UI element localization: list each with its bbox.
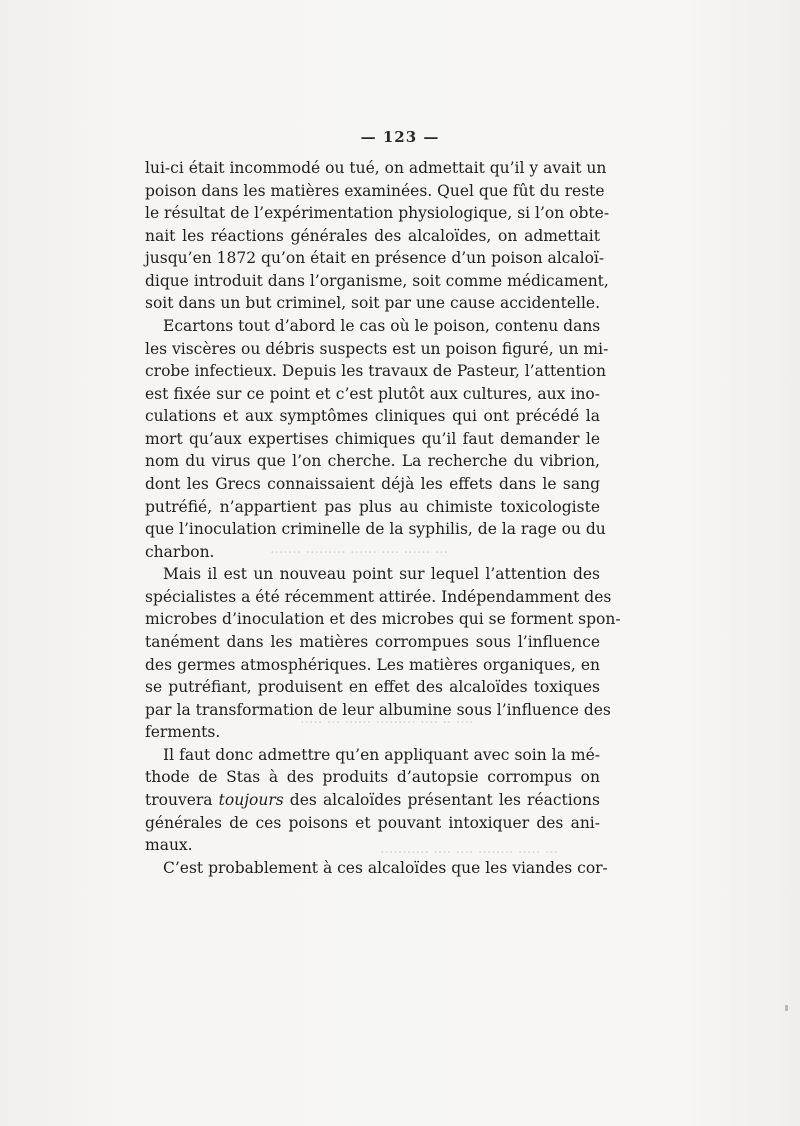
text-line: par la transformation de leur albumine sous l’influence des: [145, 701, 611, 719]
page-mark: [785, 1005, 788, 1011]
text-line: culations et aux symptômes cliniques qui ont précédé la: [145, 407, 600, 425]
text-line-with-italic: [145, 790, 600, 812]
text-line: les viscères ou débris suspects est un poison figuré, un mi-: [145, 340, 609, 358]
text-line: nom du virus que l’on cherche. La recherche du vibrion,: [145, 452, 600, 470]
text-line: est fixée sur ce point et c’est plutôt aux cultures, aux ino-: [145, 385, 600, 403]
text-line: se putréfiant, produisent en effet des alcaloïdes toxiques: [145, 678, 600, 696]
bleed-through-text: ··· ······ ···· ······ ········· ·······: [270, 545, 449, 561]
paragraph-start-line: C’est probablement à ces alcaloïdes que les viandes cor-: [163, 859, 608, 877]
text-line: dont les Grecs connaissaient déjà les effets dans le sang: [145, 475, 600, 493]
text-segment: des alcaloïdes présentant les réactions: [289, 791, 600, 809]
text-line: que l’inoculation criminelle de la syphilis, de la rage ou du: [145, 520, 606, 538]
text-line: charbon.: [145, 543, 215, 561]
paragraph-start-line: Il faut donc admettre qu’en appliquant avec soin la mé-: [163, 746, 600, 764]
paragraph-start-line: Mais il est un nouveau point sur lequel l’attention des: [163, 565, 600, 583]
text-line: ferments.: [145, 723, 221, 741]
text-line: poison dans les matières examinées. Quel que fût du reste: [145, 182, 605, 200]
text-line: mort qu’aux expertises chimiques qu’il faut demander le: [145, 430, 600, 448]
text-line: générales de ces poisons et pouvant intoxiquer des ani-: [145, 814, 600, 832]
text-line: lui-ci était incommodé ou tué, on admettait qu’il y avait un: [145, 159, 607, 177]
italic-word: toujours: [218, 791, 284, 809]
text-line: nait les réactions générales des alcaloïdes, on admettait: [145, 227, 600, 245]
bleed-through-text: ···· ·· ···· ········· ······ ··· ·····: [300, 715, 474, 731]
text-line: spécialistes a été récemment attirée. Indépendamment des: [145, 588, 612, 606]
text-line: putréfié, n’appartient pas plus au chimiste toxicologiste: [145, 498, 600, 516]
text-line: dique introduit dans l’organisme, soit comme médicament,: [145, 272, 609, 290]
text-line: le résultat de l’expérimentation physiologique, si l’on obte-: [145, 204, 610, 222]
text-line: maux.: [145, 836, 193, 854]
text-line: tanément dans les matières corrompues sous l’influence: [145, 633, 600, 651]
text-line: soit dans un but criminel, soit par une cause accidentelle.: [145, 294, 601, 312]
text-line: microbes d’inoculation et des microbes qui se forment spon-: [145, 610, 621, 628]
text-segment: trouvera: [145, 791, 213, 809]
bleed-through-text: ··· ····· ········ ···· ···· ···········: [380, 845, 559, 861]
text-line: thode de Stas à des produits d’autopsie corrompus on: [145, 768, 600, 786]
text-line: jusqu’en 1872 qu’on était en présence d’un poison alcaloï-: [145, 249, 605, 267]
text-line: crobe infectieux. Depuis les travaux de Pasteur, l’attention: [145, 362, 606, 380]
page-number: — 123 —: [360, 128, 440, 146]
paragraph-start-line: Ecartons tout d’abord le cas où le poison, contenu dans: [163, 317, 601, 335]
text-line: des germes atmosphériques. Les matières organiques, en: [145, 656, 600, 674]
